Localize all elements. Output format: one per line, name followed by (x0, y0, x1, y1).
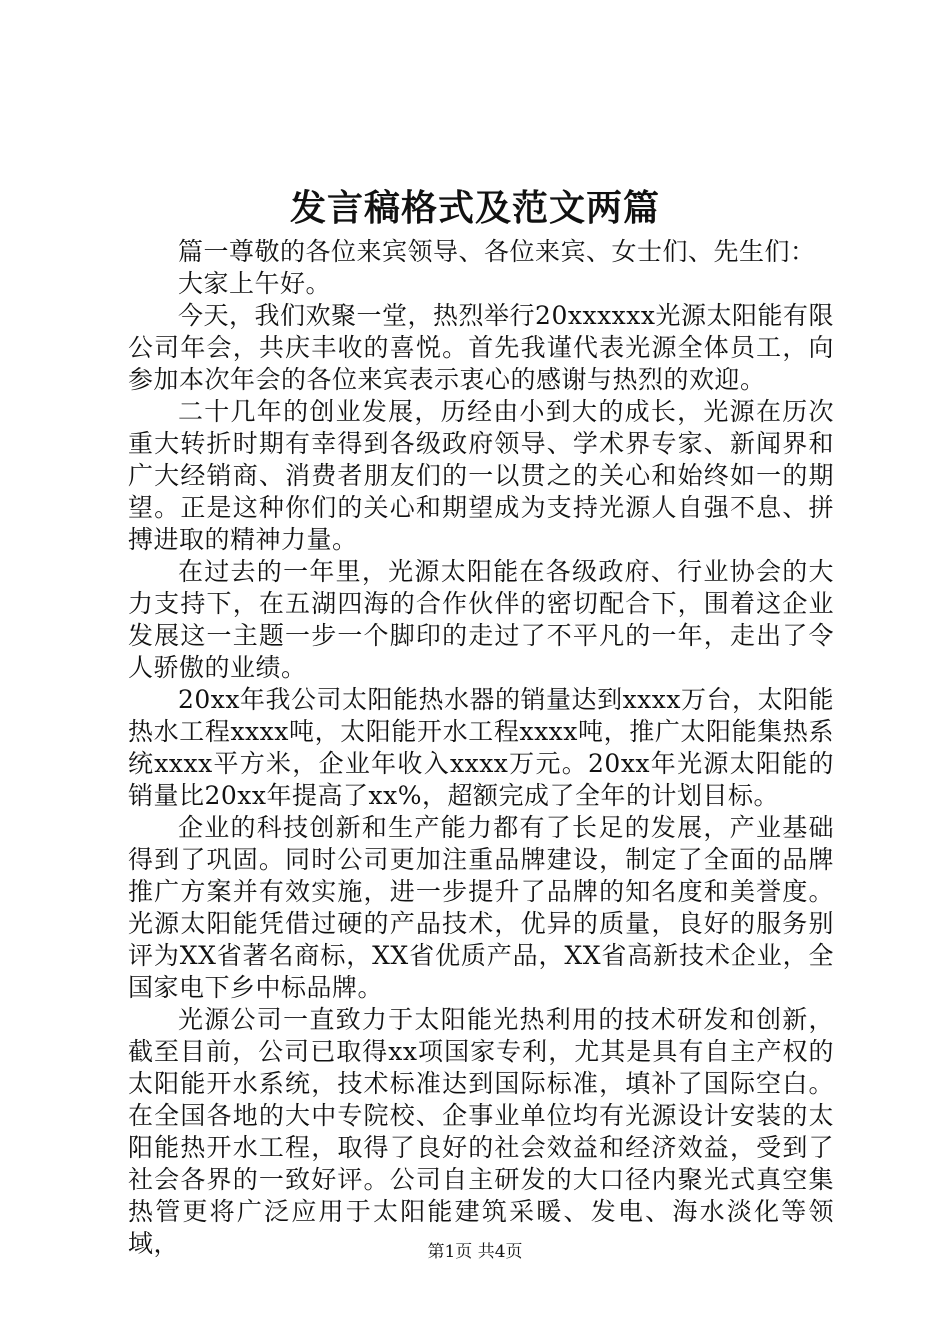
paragraph: 企业的科技创新和生产能力都有了长足的发展，产业基础得到了巩固。同时公司更加注重品牌建设，制定了全面的品牌推广方案并有效实施，进一步提升了品牌的知名度和美誉度。光源太阳能凭借过硬的产品技术，优异的质量，良好的服务别评为XX省著名商标，XX省优质产品，XX省高新技术企业，全国家电下乡中标品牌。 (128, 813, 834, 1002)
paragraph: 在过去的一年里，光源太阳能在各级政府、行业协会的大力支持下，在五湖四海的合作伙伴的密切配合下，围着这企业发展这一主题一步一个脚印的走过了不平凡的一年，走出了令人骄傲的业绩。 (128, 557, 834, 682)
paragraph: 二十几年的创业发展，历经由小到大的成长，光源在历次重大转折时期有幸得到各级政府领导、学术界专家、新闻界和广大经销商、消费者朋友们的一以贯之的关心和始终如一的期望。正是这种你们的关心和期望成为支持光源人自强不息、拼搏进取的精神力量。 (128, 397, 834, 554)
page-footer: 第1页 共4页 (427, 1242, 523, 1262)
paragraph: 今天，我们欢聚一堂，热烈举行20xxxxxx光源太阳能有限公司年会，共庆丰收的喜悦。首先我谨代表光源全体员工，向参加本次年会的各位来宾表示衷心的感谢与热烈的欢迎。 (128, 301, 834, 394)
paragraph: 篇一尊敬的各位来宾领导、各位来宾、女士们、先生们： (178, 237, 816, 266)
document-title: 发言稿格式及范文两篇 (289, 187, 660, 229)
paragraph: 20xx年我公司太阳能热水器的销量达到xxxx万台，太阳能热水工程xxxx吨，太阳能开水工程xxxx吨，推广太阳能集热系统xxxx平方米，企业年收入xxxx万元。20xx年光源太阳能的销量比20xx年提高了xx%，超额完成了全年的计划目标。 (128, 685, 834, 810)
document-body (128, 236, 834, 1260)
paragraph: 大家上午好。 (178, 269, 332, 298)
paragraph: 光源公司一直致力于太阳能光热利用的技术研发和创新，截至目前，公司已取得xx项国家专利，尤其是具有自主产权的太阳能开水系统，技术标准达到国际标准，填补了国际空白。在全国各地的大中专院校、企事业单位均有光源设计安装的太阳能热开水工程，取得了良好的社会效益和经济效益，受到了社会各界的一致好评。公司自主研发的大口径内聚光式真空集热管更将广泛应用于太阳能建筑采暖、发电、海水淡化等领域， (128, 1005, 834, 1258)
